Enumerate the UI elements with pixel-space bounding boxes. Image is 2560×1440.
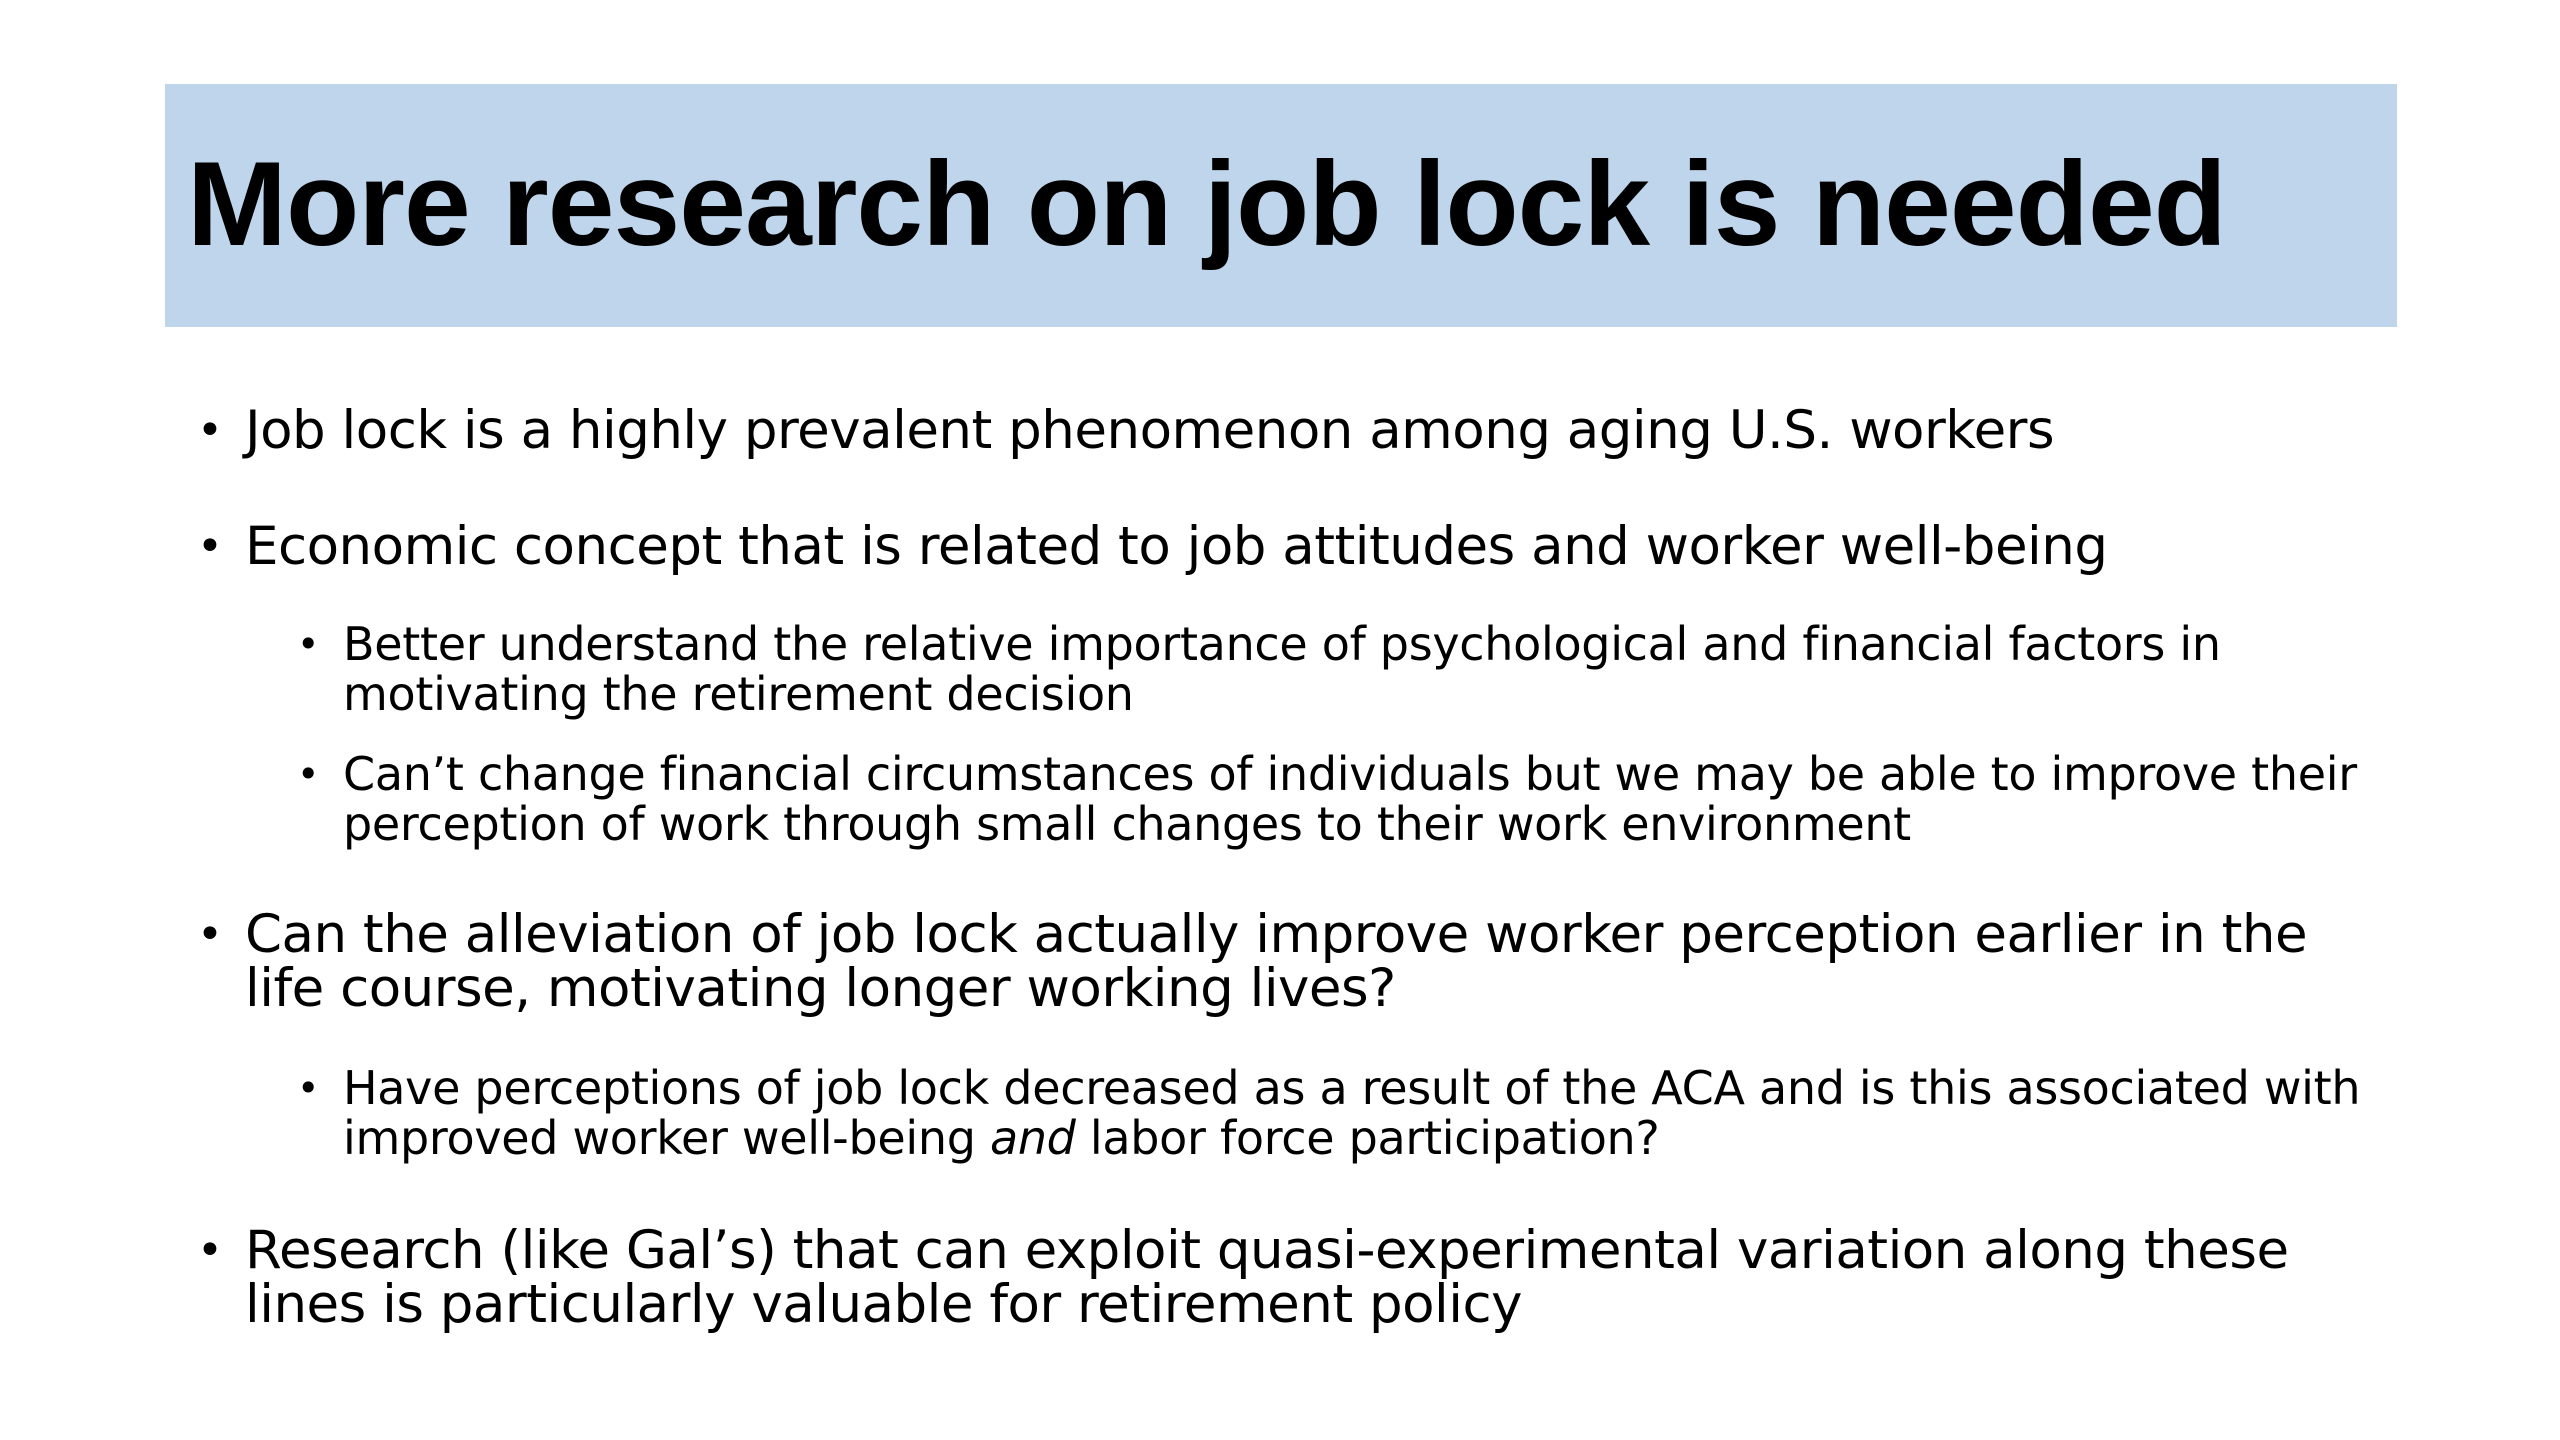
bullet-text: Economic concept that is related to job attitudes and worker well-being (245, 516, 2108, 577)
bullet-icon: • (197, 909, 223, 960)
bullet-item (197, 400, 2395, 461)
bullet-icon: • (197, 1225, 223, 1276)
bullet-item (197, 904, 2395, 1019)
bullet-icon: • (297, 1066, 320, 1110)
sub-bullet-item (297, 617, 2403, 721)
sub-bullet-item (297, 747, 2403, 851)
sub-bullet-text-part: labor force participation? (1075, 1111, 1660, 1165)
bullet-item (197, 1220, 2395, 1335)
slide-title: More research on job lock is needed (187, 137, 2226, 271)
bullet-icon: • (297, 752, 320, 796)
bullet-icon: • (197, 405, 223, 456)
emphasis-text: and (989, 1111, 1076, 1165)
bullet-text: Job lock is a highly prevalent phenomenon among aging U.S. workers (245, 400, 2055, 461)
bullet-text: Research (like Gal’s) that can exploit quasi-experimental variation along these lines is particularly valuable for retirement policy (245, 1220, 2289, 1335)
bullet-item (197, 516, 2395, 577)
bullet-text: Can the alleviation of job lock actually improve worker perception earlier in the life course, motivating longer working lives? (245, 904, 2308, 1019)
sub-bullet-text (343, 1063, 2403, 1163)
sub-bullet-text-part: Have perceptions of job lock decreased as a result of the ACA and is this associated with improved worker well-being (343, 1061, 2361, 1165)
sub-bullet-item (297, 1061, 2403, 1165)
bullet-icon: • (197, 521, 223, 572)
bullet-icon: • (297, 622, 320, 666)
sub-bullet-text: Better understand the relative importance of psychological and financial factors in motivating the retirement decision (343, 617, 2221, 721)
sub-bullet-text: Can’t change financial circumstances of individuals but we may be able to improve their perception of work through small changes to their work environment (343, 747, 2357, 851)
